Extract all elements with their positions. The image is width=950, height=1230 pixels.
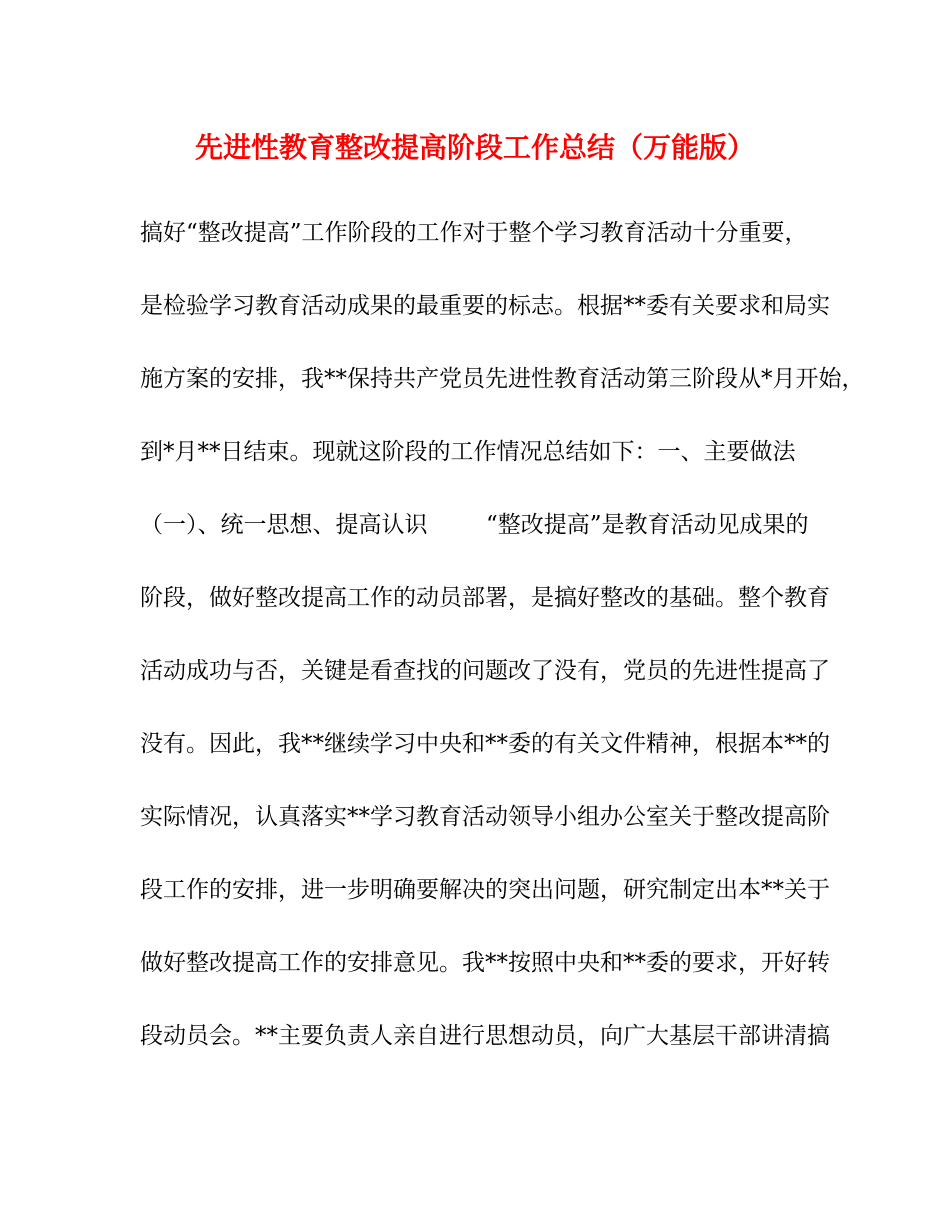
paragraph-line: 阶段，做好整改提高工作的动员部署，是搞好整改的基础。整个教育 (140, 585, 830, 611)
paragraph-line: （一）、统一思想、提高认识 “整改提高”是教育活动见成果的 (140, 512, 809, 538)
paragraph-line: 段动员会。**主要负责人亲自进行思想动员，向广大基层干部讲清搞 (140, 1023, 830, 1049)
paragraph-line: 段工作的安排，进一步明确要解决的突出问题，研究制定出本**关于 (140, 877, 830, 903)
paragraph-line: 没有。因此，我**继续学习中央和**委的有关文件精神，根据本**的 (140, 731, 830, 757)
paragraph-line: 做好整改提高工作的安排意见。我**按照中央和**委的要求，开好转 (140, 950, 830, 976)
paragraph-line: 是检验学习教育活动成果的最重要的标志。根据**委有关要求和局实 (140, 293, 830, 319)
paragraph-line: 搞好“整改提高”工作阶段的工作对于整个学习教育活动十分重要， (140, 220, 808, 246)
paragraph-line: 施方案的安排，我**保持共产党员先进性教育活动第三阶段从*月开始， (140, 366, 865, 392)
paragraph-line: 活动成功与否，关键是看查找的问题改了没有，党员的先进性提高了 (140, 658, 830, 684)
paragraph-line: 到*月**日结束。现就这阶段的工作情况总结如下：一、主要做法 (140, 439, 796, 465)
paragraph-line: 实际情况，认真落实**学习教育活动领导小组办公室关于整改提高阶 (140, 804, 830, 830)
document-title: 先进性教育整改提高阶段工作总结（万能版） (194, 131, 755, 164)
